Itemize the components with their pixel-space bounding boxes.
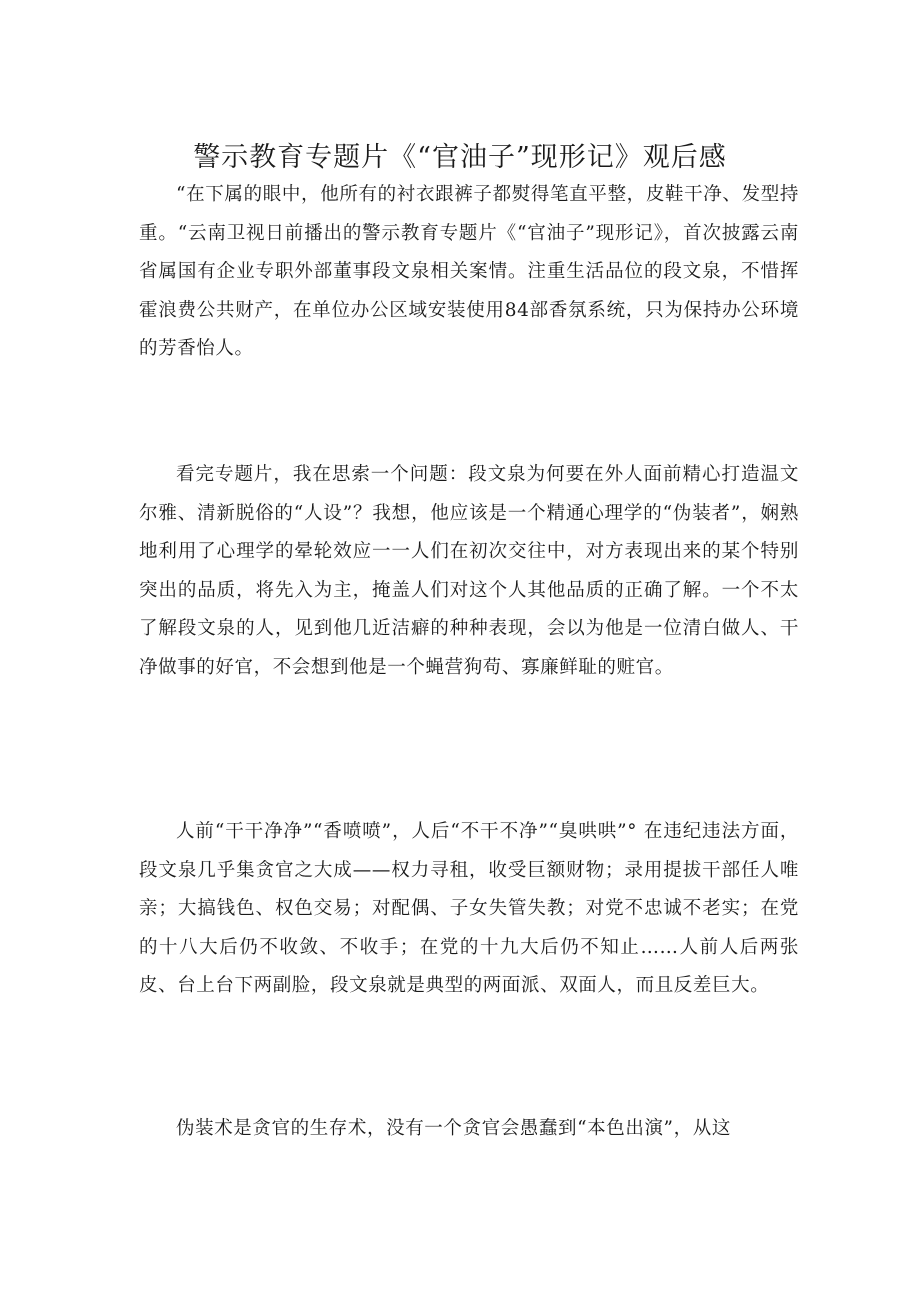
paragraph-1: “在下属的眼中，他所有的衬衣跟裤子都熨得笔直平整，皮鞋干净、发型持重。“云南卫视日前播出的警示教育专题片《“官油子”现形记》，首次披露云南省属国有企业专职外部董事段文泉相关案情。注重生活品位的段文泉，不惜挥霍浪费公共财产，在单位办公区域安装使用84部香氛系统，只为保持办公环境的芳香怡人。	[139, 184, 799, 360]
paragraph-4: 伪装术是贪官的生存术，没有一个贪官会愚蠢到“本色出演”，从这	[176, 1118, 731, 1139]
paragraph-3: 人前“干干净净”“香喷喷”，人后“不干不净”“臭哄哄”° 在违纪违法方面，段文泉几乎集贪官之大成——权力寻租，收受巨额财物；录用提拔干部任人唯亲；大搞钱色、权色交易；对配偶、子女失管失教；对党不忠诚不老实；在党的十八大后仍不收敛、不收手；在党的十九大后仍不知止……人前人后两张皮、台上台下两副脸，段文泉就是典型的两面派、双面人，而且反差巨大。	[139, 821, 799, 997]
document-title: 警示教育专题片《“官油子”现形记》观后感	[193, 142, 727, 173]
paragraph-2: 看完专题片，我在思索一个问题：段文泉为何要在外人面前精心打造温文尔雅、清新脱俗的“人设”？我想，他应该是一个精通心理学的“伪装者”，娴熟地利用了心理学的晕轮效应一一人们在初次交往中，对方表现出来的某个特别突出的品质，将先入为主，掩盖人们对这个人其他品质的正确了解。一个不太了解段文泉的人，见到他几近洁癖的种种表现，会以为他是一位清白做人、干净做事的好官，不会想到他是一个蝇营狗苟、寡廉鲜耻的赃官。	[139, 464, 799, 678]
